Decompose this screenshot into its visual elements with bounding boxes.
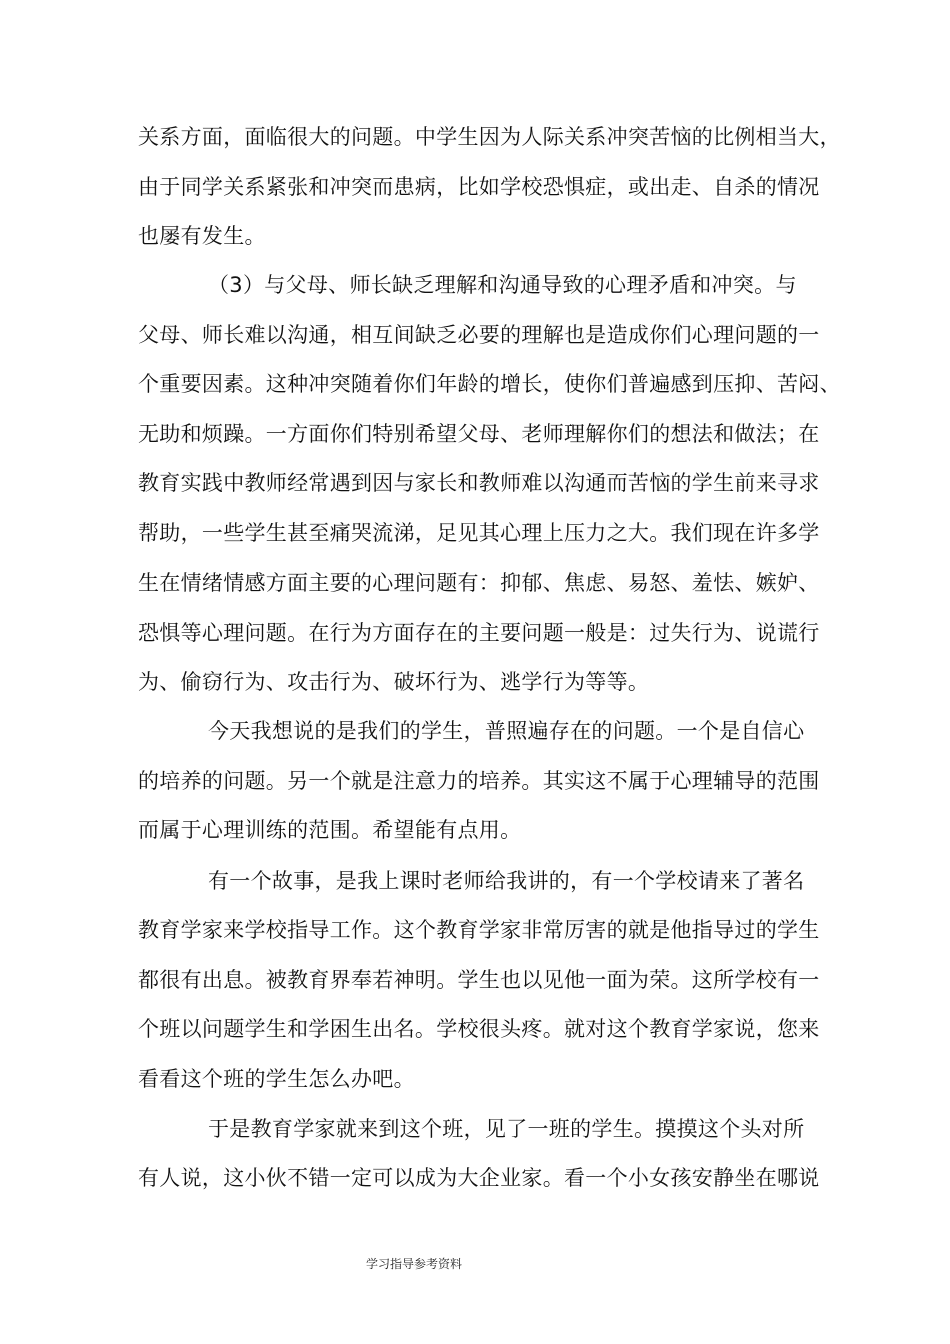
paragraph-line: 生在情绪情感方面主要的心理问题有：抑郁、焦虑、易怒、羞怯、嫉妒、 xyxy=(138,571,820,595)
paragraph-line: 今天我想说的是我们的学生，普照遍存在的问题。一个是自信心 xyxy=(208,719,805,743)
paragraph-line: 个重要因素。这种冲突随着你们年龄的增长，使你们普遍感到压抑、苦闷、 xyxy=(138,372,841,396)
paragraph-line: 父母、师长难以沟通，相互间缺乏必要的理解也是造成你们心理问题的一 xyxy=(138,323,820,347)
paragraph-line: （3）与父母、师长缺乏理解和沟通导致的心理矛盾和冲突。与 xyxy=(208,273,797,297)
paragraph-line: 也屡有发生。 xyxy=(138,224,266,248)
paragraph-line: 而属于心理训练的范围。希望能有点用。 xyxy=(138,818,522,842)
paragraph-line: 看看这个班的学生怎么办吧。 xyxy=(138,1067,415,1091)
paragraph-line: 帮助，一些学生甚至痛哭流涕，足见其心理上压力之大。我们现在许多学 xyxy=(138,521,820,545)
paragraph-line: 个班以问题学生和学困生出名。学校很头疼。就对这个教育学家说，您来 xyxy=(138,1017,820,1041)
paragraph-line: 教育实践中教师经常遇到因与家长和教师难以沟通而苦恼的学生前来寻求 xyxy=(138,471,820,495)
paragraph-line: 有人说，这小伙不错一定可以成为大企业家。看一个小女孩安静坐在哪说 xyxy=(138,1166,820,1190)
paragraph-line: 有一个故事，是我上课时老师给我讲的，有一个学校请来了著名 xyxy=(208,869,805,893)
page-footer: 学习指导参考资料 xyxy=(366,1257,463,1271)
paragraph-line: 由于同学关系紧张和冲突而患病，比如学校恐惧症，或出走、自杀的情况 xyxy=(138,175,820,199)
paragraph-line: 恐惧等心理问题。在行为方面存在的主要问题一般是：过失行为、说谎行 xyxy=(138,621,820,645)
paragraph-line: 的培养的问题。另一个就是注意力的培养。其实这不属于心理辅导的范围 xyxy=(138,769,820,793)
paragraph-line: 无助和烦躁。一方面你们特别希望父母、老师理解你们的想法和做法；在 xyxy=(138,422,820,446)
paragraph-line: 教育学家来学校指导工作。这个教育学家非常厉害的就是他指导过的学生 xyxy=(138,918,820,942)
paragraph-line: 于是教育学家就来到这个班，见了一班的学生。摸摸这个头对所 xyxy=(208,1117,805,1141)
paragraph-line: 关系方面，面临很大的问题。中学生因为人际关系冲突苦恼的比例相当大， xyxy=(138,125,841,149)
paragraph-line: 为、偷窃行为、攻击行为、破坏行为、逃学行为等等。 xyxy=(138,670,650,694)
paragraph-line: 都很有出息。被教育界奉若神明。学生也以见他一面为荣。这所学校有一 xyxy=(138,968,820,992)
